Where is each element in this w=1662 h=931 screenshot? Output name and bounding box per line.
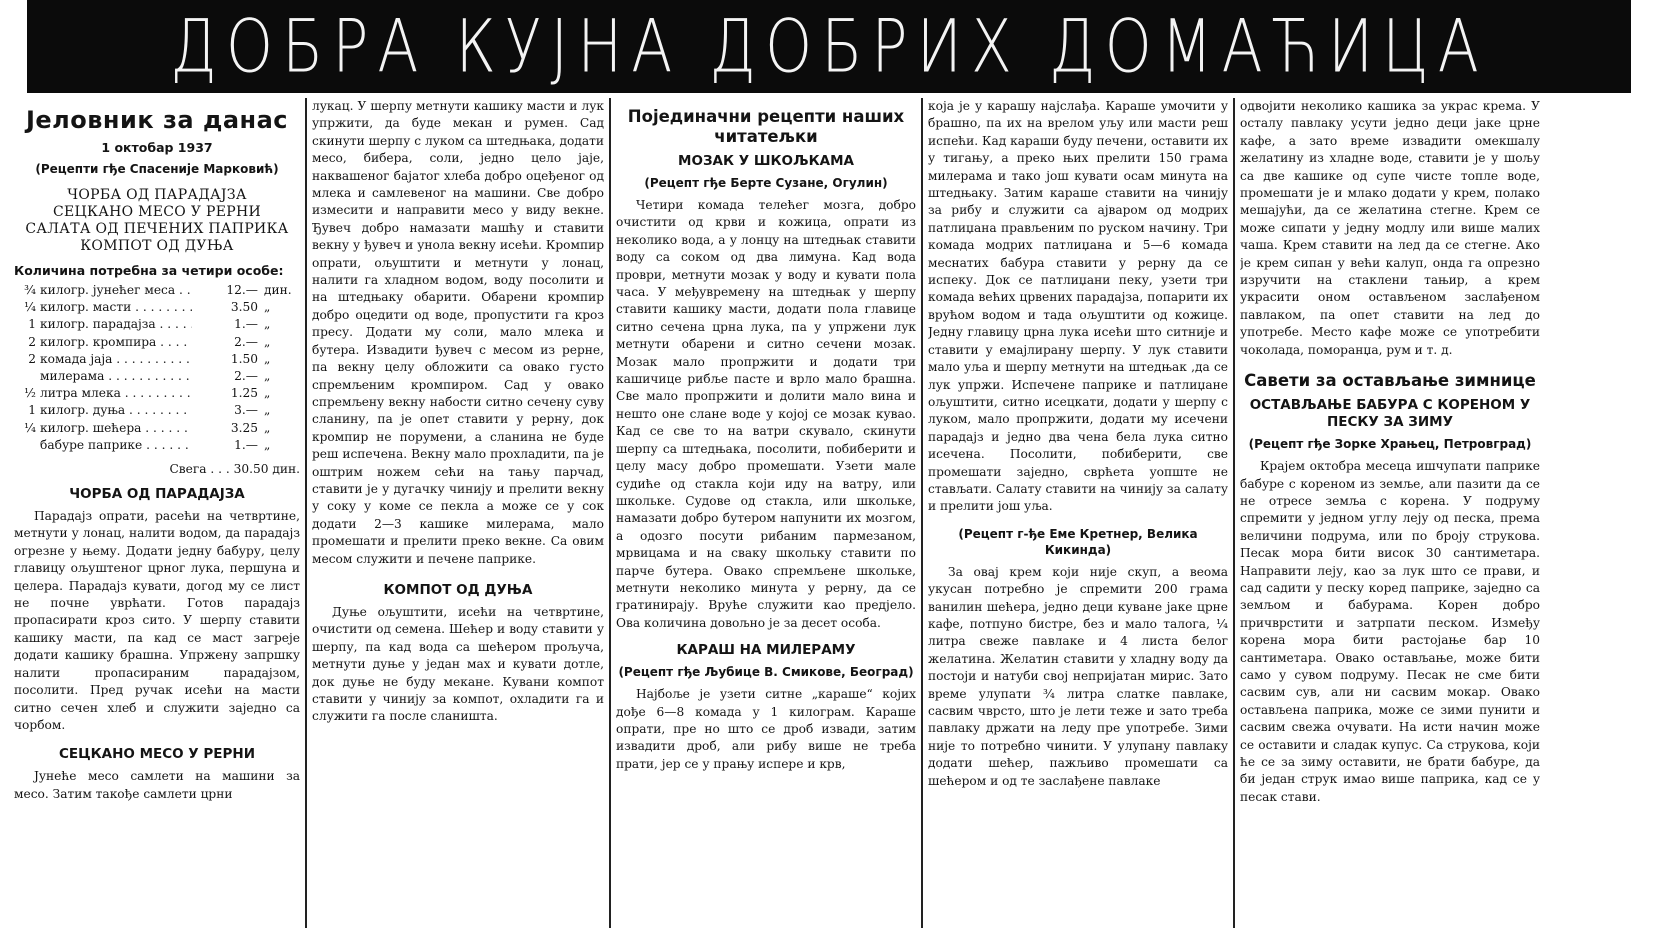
column-rule [1233, 98, 1235, 928]
peppers-recipe-source: (Рецепт гђе Зорке Храњец, Петровград) [1248, 437, 1532, 452]
ingredient-name: бабуре паприке . . . [40, 437, 192, 454]
ingredient-name: килогр. кромпира . . . [40, 334, 192, 351]
column-rule [609, 98, 611, 928]
issue-date: 1 октобар 1937 [101, 140, 213, 155]
ingredient-row [14, 385, 300, 402]
ingredient-price: 1.25 [230, 386, 258, 401]
ingredient-price: 1.— [234, 317, 258, 332]
carp-text-continued: која је у карашу најслађа. Караше умочити у брашно, па их на врелом уљу или масти реш испећи. Кад караши буду печени, оставити их у тигању, а преко њих прелити 150 грама милерама и тако још кувати осам минута на штедњаку. Затим караше ставити на чинију за рибу и служити са ајваром од модрих патлиџана прављеним по руском начину. Три комада модрих патлиџана и 5—6 комада меснатих бабура ставити у рерну да се испеку. Док се патлиџани пеку, узети три комада већих црвених парадајза, попарити их врућом водом и тада ољуштити од кожице. Једну главицу црна лука исећи што ситније и ставити у емајлирану шерпу. У лук ставити мало уља и шерпу метнути на штедњак ,да се лук упржи. Испечене паприке и патлиџане ољуштити, ситно исецкати, додати у шерпу с луком, мало пропржити, додати му исечени парадајз и једно два чена бела лука ситно исечена. Посолити, побиберити, све промешати заједно, сврћета уопште не стављати. Салату ставити на чинију за салату и прелити још уља. [928, 99, 1228, 514]
column-rule [921, 98, 923, 928]
ingredient-row [14, 299, 300, 316]
ingredient-amount: ¼ [24, 420, 36, 435]
minced-meat-text: Јунеће месо самлети на машини за месо. Затим такође самлети црни [14, 769, 300, 801]
ingredient-unit: „ [264, 369, 271, 384]
ingredient-row [14, 282, 300, 299]
carp-title: КАРАШ НА МИЛЕРАМУ [676, 642, 856, 659]
ingredient-unit: „ [264, 334, 271, 349]
ingredient-price: 2.— [234, 369, 258, 384]
coffee-cream-text: За овај крем који није скуп, а веома укусан потребно је спремити 200 грама ванилин шећера, једно деци куване јаке црне кафе, потпуно бистре, без и мало талога, ¼ литра свеже павлаке и 4 листа белог желатина. Желатин ставити у хладну воду да постоји и натуби свој непријатан мирис. Зато време улупати ¾ литра слатке павлаке, сасвим чврсто, што је лети теже и зато треба павлаку држати на леду пре употребе. Зими није то потребно чинити. У улупану павлаку додати шећер, пажљиво промешати са шећером и од те заслађене павлаке [928, 564, 1228, 788]
ingredient-table [14, 282, 300, 454]
ingredient-row [14, 334, 300, 351]
ingredient-name: милерама . . . [40, 368, 192, 385]
column-rule [305, 98, 307, 928]
ingredient-amount [14, 368, 40, 385]
column-1 [14, 98, 300, 926]
ingredient-row [14, 316, 300, 333]
ingredient-amount: 1 [28, 403, 36, 418]
ingredient-unit: „ [264, 300, 271, 315]
ingredient-amount: 1 [28, 317, 36, 332]
ingredient-amount: 2 [28, 351, 36, 366]
menu-item: КОМПОТ ОД ДУЊА [80, 238, 234, 254]
column-3 [616, 98, 916, 926]
ingredient-row [14, 437, 300, 454]
peppers-in-sand-title: ОСТАВЉАЊЕ БАБУРА С КОРЕНОМ У ПЕСКУ ЗА ЗИМУ [1249, 397, 1531, 431]
tomato-soup-title: ЧОРБА ОД ПАРАДАЈЗА [69, 486, 245, 503]
ingredient-price: 2.— [234, 334, 258, 349]
ingredient-amount [14, 437, 40, 454]
ingredient-amount: ¼ [24, 300, 36, 315]
column-5 [1240, 98, 1540, 926]
brain-in-shells-text: Четири комада телећег мозга, добро очистити од крви и кожица, опрати из неколико вода, а у лонцу на штедњак ставити воду са соком од два лимуна. Кад вода проври, метнути мозак у воду и кувати пола часа. У међувремену на штедњак у шерпу ставити кашику масти, додати пола главице ситно сечена црна лука, па у упржени лук метнути обарени и ситно сечени мозак. Мозак мало пропржити и додати три кашичице рибље пасте и врло мало брашна. Све мало пропржити и долити мало вина и нешто оне слане воде у којој се мозак кувао. Кад се све то на ватри скувало, скинути шерпу са штедњака, посолити, побиберити и целу масу добро промешати. Узети мале судиће од стакла који иду на ватру, или школьке. Судове од стакла, или школьке, намазати добро бутером напунити их мозгом, а одозго посути рибаним пармезаном, мрвицама и на сваку школьку ставити по парче бутера. Овако спремљене школьке, метнути неколико минута у рерну, да се гратинирају. Вруће служити као предјело. Ова количина довољно је за десет особа. [616, 198, 916, 630]
banner-title: ДОБРА КУЈНА ДОБРИХ ДОМАЋИЦА [170, 3, 1488, 90]
newspaper-banner [27, 0, 1631, 93]
cream-recipe-source: (Рецепт г-ђе Еме Кретнер, Велика Кикинда) [958, 526, 1198, 557]
minced-meat-text-continued: лукац. У шерпу метнути кашику масти и лук упржити, да буде мекан и румен. Сад скинути шерпу с луком са штедњака, додати месо, бибера, соли, једно цело јаје, наквашеног бајатог хлеба добро оцеђеног од млека и самлевеног на машини. Све добро измесити и направити месо у виду векне. Ђувеч добро намазати машћу и ставити векну у ђувеч и унола векну исећи. Кромпир опрати, ољуштити и метнути у лонац, налити га хладном водом, воду посолити и на штедњаку обарити. Обарени кромпир добро оцедити од воде, пропустити га кроз пресу. Додати му соли, мало млека и бутера. Извадити ђувеч с месом из рерне, па векну целу обложити са овако густо спремљеним кромпиром. Сад у овако спремљену векну набости ситно сечену суву сланину, па је опет ставити у рерну, док кромпир не порумени, а сланина не буде реш испечена. Векну мало прохладити, па је оштрим ножем сећи на тању парчад, ставити је у дугачку чинију и прелити векну у соку у коме се пекла а може се у сок додати 2—3 кашике милерама, мало промешати и прелити преко векне. Са овим месом служити и печене паприке. [312, 99, 604, 566]
quantity-header: Количина потребна за четири особе: [14, 263, 284, 278]
minced-meat-title: СЕЦКАНО МЕСО У РЕРНИ [58, 746, 256, 763]
ingredient-unit: „ [264, 403, 271, 418]
ingredient-row [14, 402, 300, 419]
menu-of-the-day-title: Јеловник за данас [25, 106, 289, 134]
quince-compote-text: Дуње ољуштити, исећи на четвртине, очистити од семена. Шећер и воду ставити у шерпу, па кад вода са шећером проључа, метнути дуње у један мах и кувати дотле, док дуње не буду мекане. Кувани компот ставити у чинију за компот, охладити га и служити га после сланишта. [312, 604, 604, 724]
menu-item: САЛАТА ОД ПЕЧЕНИХ ПАПРИКА [25, 221, 289, 237]
winter-storage-advice-title: Савети за остављање зимнице [1244, 371, 1536, 391]
menu-list [14, 187, 300, 255]
menu-item: СЕЦКАНО МЕСО У РЕРНИ [53, 204, 261, 220]
total-cost: Свега . . . 30.50 дин. [169, 462, 300, 477]
ingredient-amount: ½ [24, 386, 36, 401]
menu-item: ЧОРБА ОД ПАРАДАЈЗА [67, 187, 247, 203]
column-4 [928, 98, 1228, 926]
ingredient-unit: „ [264, 437, 271, 452]
column-2 [312, 98, 604, 926]
readers-recipes-title: Појединачни рецепти наших читатељки [627, 107, 905, 146]
ingredient-price: 3.25 [230, 420, 258, 435]
carp-recipe-source: (Рецепт гђе Љубице В. Смикове, Београд) [618, 665, 914, 680]
ingredient-name: килогр. масти . . . [40, 299, 192, 316]
peppers-in-sand-text: Крајем октобра месеца ишчупати паприке бабуре с кореном из земље, али пазити да се не отресе земља с корена. У подруму спремити у једном углу леју од песка, према величини подрума, или по броју струкова. Песак мора бити висок 30 сантиметара. Направити леју, као за лук што се прави, и сад садити у песку коред паприке, заједно са земљом и бабурама. Корен добро причврстити и затрпати песком. Између корена мора бити растојање бар 10 сантиметара. Овако остављање, може бити само у сувом подруму. Песак не сме бити сасвим сув, али ни сасвим мокар. Овако остављена паприка, може се зими пунити и сасвим свежа очувати. На исти начин може се оставити и сладак купус. Са струкова, који ће се за зиму оставити, не брати бабуре, да би један струк имао више паприка, кад се у песак стави. [1240, 459, 1540, 804]
ingredient-price: 1.50 [230, 351, 258, 366]
brain-recipe-source: (Рецепт гђе Берте Сузане, Огулин) [644, 176, 888, 190]
ingredient-row [14, 420, 300, 437]
ingredient-row [14, 351, 300, 368]
quince-compote-title: КОМПОТ ОД ДУЊА [383, 581, 533, 598]
ingredient-unit: „ [264, 351, 271, 366]
ingredient-unit: „ [264, 386, 271, 401]
ingredient-name: комада јаја . . . [40, 351, 192, 368]
ingredient-unit: „ [264, 317, 271, 332]
ingredient-name: килогр. дуња . . . [40, 402, 192, 419]
ingredient-price: 12.— [226, 283, 258, 297]
coffee-cream-text-continued: одвојити неколико кашика за украс крема. У осталу павлаку усути једно деци јаке црне кафе, а зато време извадити омекшалу желатину из хладне воде, ставити је у шољу са две кашике од супе чисте топле воде, промешати је и млако додати у крем, полако мешајући, да се желатина стегне. Крем се може сипати у једну модлу или више малих чаша. Крем ставити на лед да се стегне. Ако је крем сипан у већи калуп, онда га опрезно изручити на стаклени тањир, а крем украсити оном остављеном заслађеном павлаком, па опет ставити на лед до употребе. Место кафе може се употребити чоколада, поморанџа, рум и т. д. [1240, 99, 1540, 357]
ingredient-name: килогр. јунећег меса . . . [40, 282, 192, 299]
ingredient-unit: дин. [264, 283, 292, 297]
carp-text: Најбоље је узети ситне „караше“ којих дође 6—8 комада у 1 килограм. Караше опрати, пре но што се дроб извади, затим извадити дроб, али рибу више не треба прати, јер се у прању испере и крв, [616, 687, 916, 771]
ingredient-amount: 2 [28, 334, 36, 349]
ingredient-unit: „ [264, 420, 271, 435]
ingredient-amount: ¾ [24, 283, 36, 297]
ingredient-name: литра млека . . . [40, 385, 192, 402]
brain-in-shells-title: МОЗАК У ШКОЉКАМА [678, 153, 854, 169]
ingredient-price: 3.50 [230, 300, 258, 315]
ingredient-row [14, 368, 300, 385]
ingredient-name: килогр. парадајза . . . [40, 316, 192, 333]
ingredient-price: 3.— [234, 403, 258, 418]
ingredient-price: 1.— [234, 437, 258, 452]
ingredient-name: килогр. шећера . . . [40, 420, 192, 437]
tomato-soup-text: Парадајз опрати, расећи на четвртине, метнути у лонац, налити водом, да парадајз огрезне у њему. Додати једну бабуру, целу главицу ољуштеног црног лука, першуна и целера. Парадајз кувати, догод му се лист не почне уврћати. Готов парадајз пропасирати кроз сито. У шерпу ставити кашику масти, па кад се маст загреје додати кашику брашна. Упржену запршку налити пропасираним парадајзом, посолити. Пред ручак исећи на масти ситно сечен хлеб и служити заједно са чорбом. [14, 509, 300, 732]
menu-recipe-source: (Рецепти гђе Спасеније Марковић) [35, 162, 279, 176]
